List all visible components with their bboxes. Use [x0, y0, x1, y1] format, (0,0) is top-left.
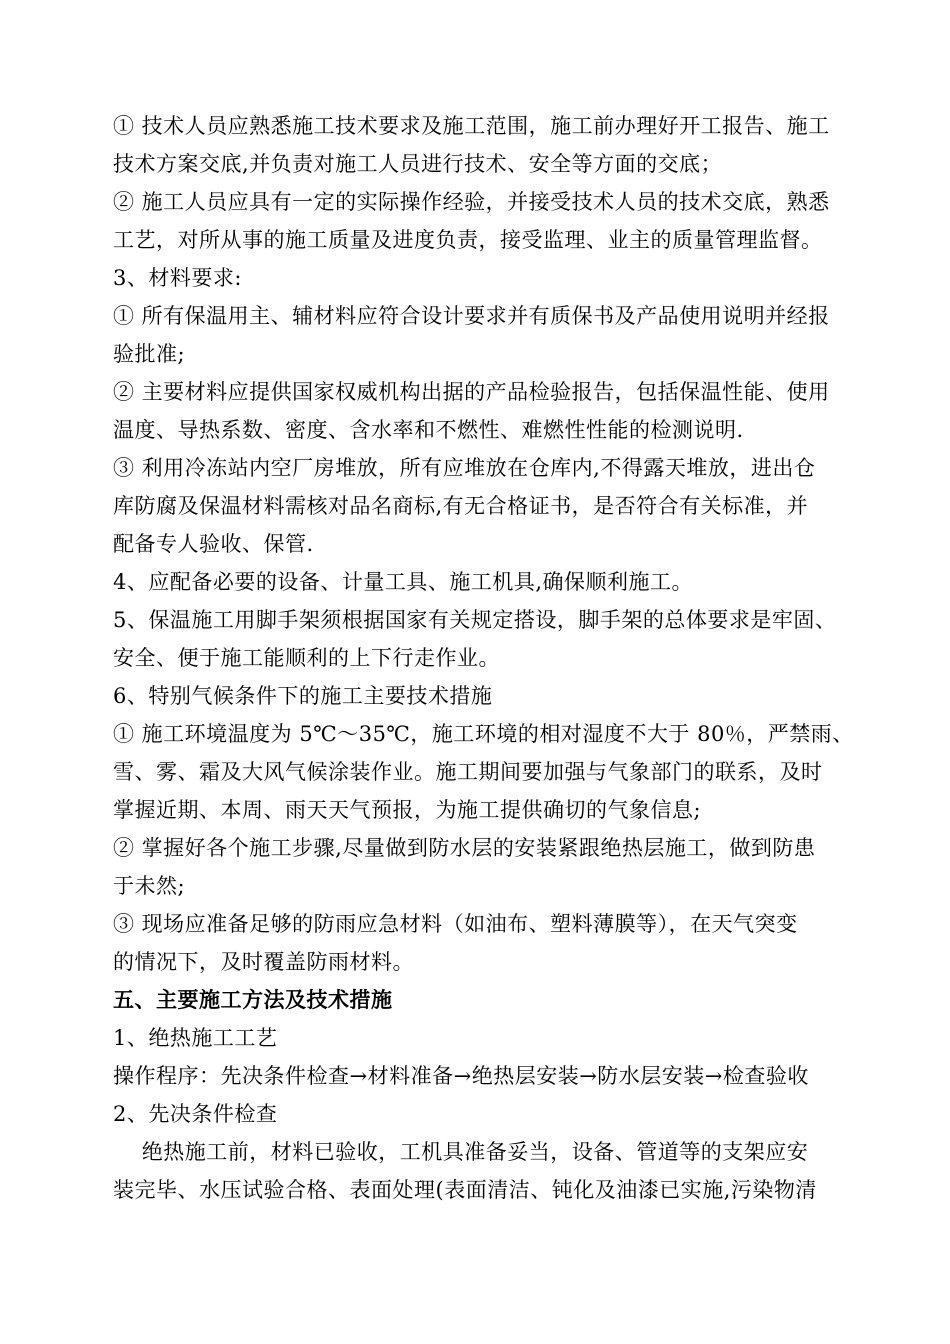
section-heading: 2、先决条件检查 [113, 1102, 278, 1126]
text-line: 技术方案交底,并负责对施工人员进行技术、安全等方面的交底； [113, 152, 723, 176]
text-line: ③ 现场应准备足够的防雨应急材料（如油布、塑料薄膜等），在天气突变 [113, 912, 798, 936]
section-heading: 3、材料要求: [113, 266, 242, 290]
text-line: 4、应配备必要的设备、计量工具、施工机具,确保顺利施工。 [113, 570, 694, 594]
text-line: 配备专人验收、保管. [113, 532, 314, 556]
text-line: ③ 利用冷冻站内空厂房堆放，所有应堆放在仓库内,不得露天堆放，进出仓 [113, 456, 816, 480]
text-line: 5、保温施工用脚手架须根据国家有关规定搭设，脚手架的总体要求是牢固、 [113, 608, 837, 632]
text-line: 验批准; [113, 342, 186, 366]
text-line: 掌握近期、本周、雨天天气预报，为施工提供确切的气象信息; [113, 798, 702, 822]
text-line: ② 主要材料应提供国家权威机构出据的产品检验报告，包括保温性能、使用 [113, 380, 830, 404]
text-line: 雪、雾、霜及大风气候涂装作业。施工期间要加强与气象部门的联系，及时 [113, 760, 823, 784]
text-line: 装完毕、水压试验合格、表面处理(表面清洁、钝化及油漆已实施,污染物清 [113, 1178, 817, 1202]
text-line: ① 施工环境温度为 5℃～35℃，施工环境的相对湿度不大于 80％，严禁雨、 [113, 722, 854, 746]
section-heading: 1、绝热施工工艺 [113, 1026, 278, 1050]
text-line: ① 技术人员应熟悉施工技术要求及施工范围，施工前办理好开工报告、施工 [113, 114, 830, 138]
text-line: 于未然; [113, 874, 186, 898]
text-line: 绝热施工前，材料已验收，工机具准备妥当，设备、管道等的支架应安 [113, 1140, 809, 1164]
text-line: 操作程序：先决条件检查→材料准备→绝热层安装→防水层安装→检查验收 [113, 1064, 809, 1088]
text-line: ② 掌握好各个施工步骤,尽量做到防水层的安装紧跟绝热层施工，做到防患 [113, 836, 816, 860]
section-heading: 6、特别气候条件下的施工主要技术措施 [113, 684, 493, 708]
text-line: 库防腐及保温材料需核对品名商标,有无合格证书，是否符合有关标准，并 [113, 494, 809, 518]
text-line: ② 施工人员应具有一定的实际操作经验，并接受技术人员的技术交底，熟悉 [113, 190, 830, 214]
text-line: 工艺，对所从事的施工质量及进度负责，接受监理、业主的质量管理监督。 [113, 228, 823, 252]
text-line: 温度、导热系数、密度、含水率和不燃性、难燃性性能的检测说明. [113, 418, 744, 442]
text-line: 安全、便于施工能顺利的上下行走作业。 [113, 646, 500, 670]
text-line: ① 所有保温用主、辅材料应符合设计要求并有质保书及产品使用说明并经报 [113, 304, 830, 328]
text-line: 的情况下，及时覆盖防雨材料。 [113, 950, 414, 974]
chapter-heading: 五、主要施工方法及技术措施 [113, 987, 393, 1012]
